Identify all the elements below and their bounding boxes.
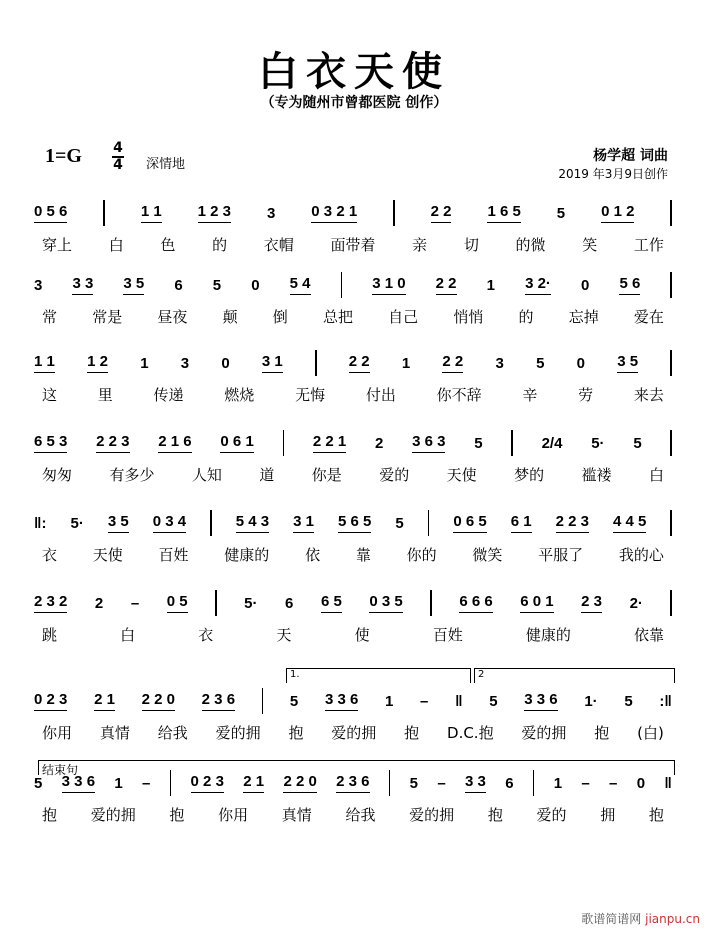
note-group: 2 1 (94, 691, 115, 711)
note-group: 3 5 (108, 513, 129, 533)
note-group: – (609, 774, 618, 792)
lyric: 悄悄 (453, 308, 484, 326)
volta-2 (474, 668, 675, 683)
barline (670, 350, 672, 376)
lyrics-line (34, 384, 672, 405)
note-group: 0 1 2 (601, 203, 634, 223)
note-group: 3 3 6 (325, 691, 358, 711)
note-group: 5· (70, 514, 84, 532)
notes-line (34, 350, 672, 376)
note-group: 2 (94, 594, 104, 612)
lyric: 真情 (99, 724, 130, 742)
score-row (34, 350, 672, 405)
barline (341, 272, 343, 298)
note-group: 2 1 6 (158, 433, 191, 453)
note-group: 0 5 (167, 593, 188, 613)
volta-1 (286, 668, 471, 683)
lyric: 梦的 (514, 466, 545, 484)
ending-label: 结束句 (42, 763, 79, 777)
author: 杨学超 词曲 (593, 148, 668, 164)
lyric: 健康的 (525, 626, 571, 644)
score-row (34, 272, 672, 327)
note-group: 5 6 (619, 275, 640, 295)
note-group: 0 2 3 (34, 691, 67, 711)
note-group: 6 6 6 (459, 593, 492, 613)
note-group: – (581, 774, 590, 792)
note-group: 2 2 3 (96, 433, 129, 453)
note-group: 1 6 5 (487, 203, 520, 223)
note-group: 0 3 2 1 (311, 203, 357, 223)
lyric: 常 (42, 308, 58, 326)
note-group: 5 (395, 514, 404, 532)
note-group: 0 (581, 276, 590, 294)
lyric: 抱 (487, 806, 503, 824)
note-group: 3 1 (262, 353, 283, 373)
barline (670, 430, 672, 456)
lyric: 我的心 (618, 546, 664, 564)
note-group: 2 2 0 (283, 773, 316, 793)
note-group: 6 (505, 774, 514, 792)
note-group: 6 5 3 (34, 433, 67, 453)
lyric: 跳 (42, 626, 58, 644)
lyric: 微笑 (472, 546, 503, 564)
note-group: 0 6 1 (220, 433, 253, 453)
notes-line (34, 200, 672, 226)
note-group: 5 4 3 (236, 513, 269, 533)
song-subtitle: （专为随州市曾都医院 创作） (260, 95, 448, 111)
note-group: 2 2 (436, 275, 457, 295)
note-group: 3 (266, 204, 276, 222)
lyric: 给我 (345, 806, 376, 824)
volta-1-label: 1. (290, 669, 300, 680)
barline (670, 272, 672, 298)
lyric: 抱 (594, 724, 610, 742)
note-group: 3 5 (617, 353, 638, 373)
note-group: – (142, 774, 151, 792)
note-group: 0 6 5 (453, 513, 486, 533)
barline (430, 590, 432, 616)
note-group: 1 (553, 774, 563, 792)
note-group: 1 2 (87, 353, 108, 373)
lyric: 切 (463, 236, 479, 254)
note-group: 6 (285, 594, 294, 612)
note-group: 1 (486, 276, 495, 294)
note-group: 3 3 6 (524, 691, 557, 711)
note-group: :‖ (659, 692, 672, 710)
lyrics-line (34, 624, 672, 645)
note-group: 2 3 2 (34, 593, 67, 613)
lyric: 来去 (633, 386, 664, 404)
lyric: 抱 (169, 806, 185, 824)
lyric: 爱的拥 (215, 724, 261, 742)
note-group: 6 (174, 276, 183, 294)
lyric: 平服了 (538, 546, 584, 564)
lyric: 爱在 (633, 308, 664, 326)
note-group: 2/4 (541, 434, 563, 452)
notes-line (34, 688, 672, 714)
lyric: 抱 (648, 806, 664, 824)
barline (670, 510, 672, 536)
score-row (34, 688, 672, 743)
notes-line (34, 590, 672, 616)
note-group: 3 (34, 276, 43, 294)
lyric: 爱的拥 (521, 724, 567, 742)
lyric: 倒 (272, 308, 288, 326)
note-group: 5 (633, 434, 642, 452)
lyric: 百姓 (432, 626, 463, 644)
lyrics-line (34, 722, 672, 743)
note-group: 0 (251, 276, 260, 294)
lyric: 自己 (388, 308, 419, 326)
note-group: ‖: (34, 514, 47, 532)
note-group: 5 4 (290, 275, 311, 295)
lyric: 的 (518, 308, 534, 326)
lyric: 匆匆 (42, 466, 73, 484)
tempo-marking: 深情地 (146, 157, 186, 172)
time-top: 4 (113, 140, 123, 156)
note-group: 0 2 3 (191, 773, 224, 793)
note-group: 3 6 3 (412, 433, 445, 453)
barline (283, 430, 285, 456)
note-group: 2 2 1 (313, 433, 346, 453)
barline (393, 200, 395, 226)
note-group: 5· (591, 434, 605, 452)
lyric: 抱 (404, 724, 420, 742)
barline (215, 590, 217, 616)
barline (210, 510, 212, 536)
lyrics-line (34, 234, 672, 255)
lyric: 依靠 (633, 626, 664, 644)
notes-line (34, 430, 672, 456)
barline (533, 770, 535, 796)
note-group: 2 2 3 (556, 513, 589, 533)
lyric: 有多少 (109, 466, 155, 484)
lyric: 这 (42, 386, 58, 404)
lyric: 你不辞 (436, 386, 482, 404)
lyric: 亲 (412, 236, 428, 254)
lyric: 辛 (522, 386, 538, 404)
lyric: 里 (97, 386, 113, 404)
note-group: 3 1 0 (372, 275, 405, 295)
note-group: 5 (556, 204, 566, 222)
note-group: 0 (221, 354, 230, 372)
lyrics-line (34, 464, 672, 485)
note-group: 3 3 (72, 275, 93, 295)
date: 2019 年3月9日创作 (558, 167, 668, 181)
lyric: 的微 (515, 236, 546, 254)
lyric: 天使 (92, 546, 123, 564)
score-row (34, 590, 672, 645)
lyric: 给我 (157, 724, 188, 742)
key-signature: 1=G (45, 145, 82, 167)
note-group: 1 1 (141, 203, 162, 223)
lyric: 白 (120, 626, 136, 644)
lyric: 常是 (92, 308, 123, 326)
lyric: 你用 (218, 806, 249, 824)
lyric: 爱的拥 (409, 806, 455, 824)
lyric: 天 (276, 626, 292, 644)
lyric: 依 (305, 546, 321, 564)
note-group: 3 2· (525, 275, 551, 295)
lyric: D.C.抱 (447, 724, 494, 742)
note-group: 3 (180, 354, 190, 372)
note-group: 3 3 (465, 773, 486, 793)
lyric: 忘掉 (568, 308, 599, 326)
lyric: 昼夜 (157, 308, 188, 326)
barline (670, 590, 672, 616)
note-group: 2 (374, 434, 384, 452)
barline (315, 350, 317, 376)
note-group: 0 3 4 (153, 513, 186, 533)
lyric: 爱的 (379, 466, 410, 484)
note-group: 1 (114, 774, 123, 792)
note-group: 3 (495, 354, 504, 372)
lyric: 拥 (600, 806, 616, 824)
barline (428, 510, 430, 536)
lyric: 传递 (153, 386, 184, 404)
note-group: 1 1 (34, 353, 55, 373)
lyric: 衣 (42, 546, 58, 564)
barline (170, 770, 172, 796)
note-group: 2 2 (431, 203, 452, 223)
lyric: 靠 (355, 546, 371, 564)
watermark-text: 歌谱简谱网 (581, 912, 642, 926)
note-group: – (437, 774, 446, 792)
note-group: 2 3 6 (336, 773, 369, 793)
note-group: 1 (140, 354, 149, 372)
lyric: 你的 (406, 546, 437, 564)
note-group: 1 (401, 354, 411, 372)
score-row (34, 200, 672, 255)
score-row (34, 770, 672, 825)
lyric: 天使 (446, 466, 477, 484)
note-group: 3 3 6 (62, 773, 95, 793)
barline (103, 200, 105, 226)
note-group: 5· (244, 594, 258, 612)
lyric: 人知 (191, 466, 222, 484)
note-group: 5 6 5 (338, 513, 371, 533)
song-title: 白衣天使 (258, 49, 450, 95)
lyric: (白) (637, 724, 664, 742)
note-group: 2 2 (349, 353, 370, 373)
lyric: 笑 (582, 236, 598, 254)
lyric: 道 (259, 466, 275, 484)
note-group: 3 1 (293, 513, 314, 533)
lyric: 健康的 (224, 546, 270, 564)
note-group: 1 (385, 692, 394, 710)
lyric: 无悔 (295, 386, 326, 404)
lyric: 衣帽 (263, 236, 294, 254)
barline (389, 770, 391, 796)
note-group: 6 5 (321, 593, 342, 613)
note-group: 2 3 6 (202, 691, 235, 711)
note-group: 5 (624, 692, 633, 710)
volta-2-label: 2 (478, 669, 485, 680)
note-group: 5 (34, 774, 43, 792)
lyric: 穿上 (42, 236, 73, 254)
note-group: – (420, 692, 429, 710)
lyric: 抱 (42, 806, 58, 824)
note-group: 5 (289, 692, 299, 710)
lyric: 颠 (222, 308, 238, 326)
note-group: – (130, 594, 140, 612)
time-bottom: 4 (113, 157, 123, 173)
lyric: 付出 (365, 386, 396, 404)
note-group: 0 3 5 (369, 593, 402, 613)
lyric: 抱 (288, 724, 304, 742)
score-row (34, 510, 672, 565)
note-group: 5 (536, 354, 545, 372)
watermark (581, 910, 700, 927)
lyric: 燃烧 (224, 386, 255, 404)
lyric: 百姓 (158, 546, 189, 564)
note-group: 2 2 0 (142, 691, 175, 711)
lyric: 你用 (42, 724, 73, 742)
lyric: 的 (212, 236, 228, 254)
notes-line (34, 272, 672, 298)
note-group: 1 2 3 (198, 203, 231, 223)
note-group: ‖ (664, 774, 672, 792)
barline (262, 688, 264, 714)
lyric: 你是 (311, 466, 342, 484)
note-group: 2· (629, 594, 643, 612)
lyric: 使 (354, 626, 370, 644)
lyric: 白 (108, 236, 124, 254)
note-group: 1· (584, 692, 598, 710)
lyric: 爱的 (536, 806, 567, 824)
note-group: 6 1 (511, 513, 532, 533)
lyrics-line (34, 804, 672, 825)
time-signature (112, 141, 124, 173)
note-group: 5 (212, 276, 222, 294)
lyrics-line (34, 544, 672, 565)
note-group: 2 1 (243, 773, 264, 793)
note-group: 2 3 (581, 593, 602, 613)
notes-line (34, 510, 672, 536)
lyric: 色 (160, 236, 176, 254)
note-group: 5 (474, 434, 483, 452)
note-group: 5 (409, 774, 419, 792)
note-group: 5 (489, 692, 498, 710)
watermark-url: jianpu.cn (645, 912, 700, 926)
note-group: 4 4 5 (613, 513, 646, 533)
lyric: 白 (648, 466, 664, 484)
note-group: ‖ (455, 692, 463, 710)
note-group: 0 (636, 774, 646, 792)
note-group: 3 5 (123, 275, 144, 295)
lyric: 面带着 (330, 236, 376, 254)
notes-line (34, 770, 672, 796)
lyric: 劳 (578, 386, 594, 404)
barline (511, 430, 513, 456)
lyric: 总把 (322, 308, 353, 326)
note-group: 0 (576, 354, 586, 372)
note-group: 2 2 (442, 353, 463, 373)
lyric: 工作 (633, 236, 664, 254)
lyric: 爱的拥 (90, 806, 136, 824)
barline (670, 200, 672, 226)
score-row (34, 430, 672, 485)
lyric: 爱的拥 (331, 724, 377, 742)
note-group: 6 0 1 (520, 593, 553, 613)
lyric: 褴褛 (581, 466, 612, 484)
note-group: 0 5 6 (34, 203, 67, 223)
lyrics-line (34, 306, 672, 327)
lyric: 真情 (281, 806, 312, 824)
lyric: 衣 (198, 626, 214, 644)
